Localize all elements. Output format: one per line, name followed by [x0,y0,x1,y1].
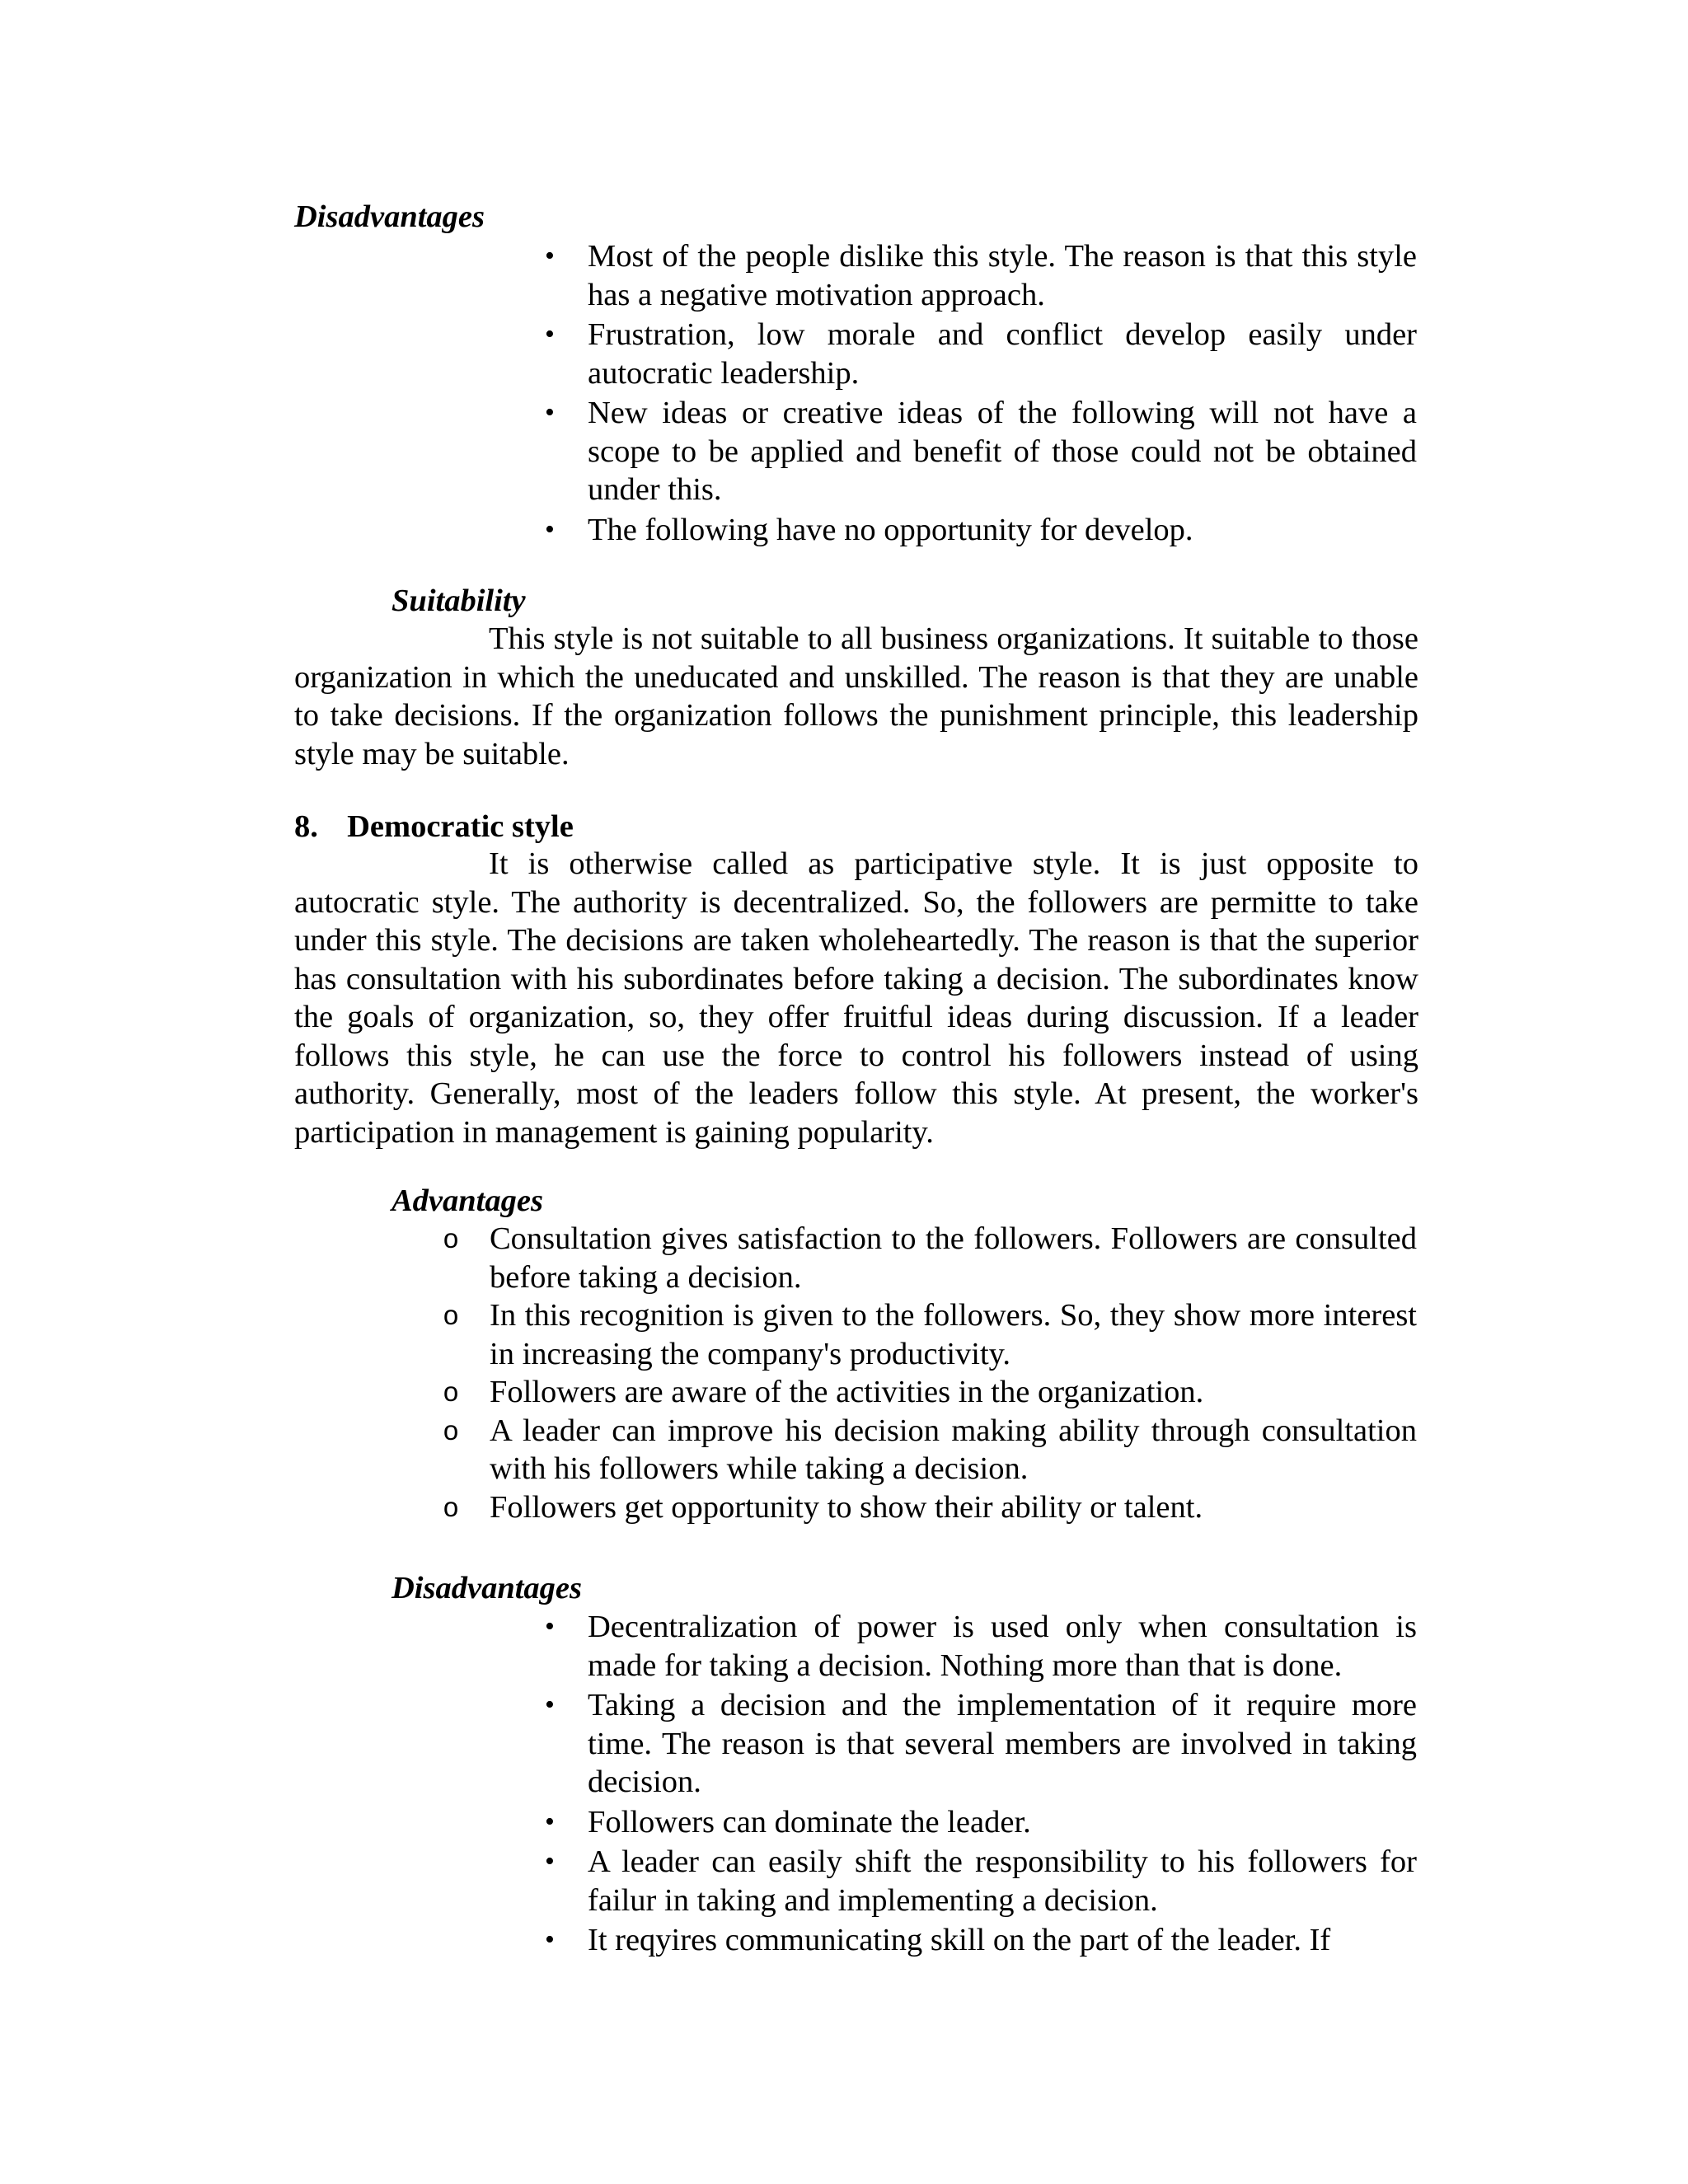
list-item: • It reqyires communicating skill on the part of the leader. If [588,1921,1417,1960]
bullet-circle-icon: o [443,1491,459,1522]
bullet-disc-icon: • [545,397,555,428]
bullet-disc-icon: • [545,1690,555,1720]
autocratic-disadvantages-heading: Disadvantages [294,199,485,234]
list-item: o Consultation gives satisfaction to the followers. Followers are consulted before taking a decision. [443,1221,1417,1295]
list-item: • The following have no opportunity for develop. [588,511,1417,550]
bullet-circle-icon: o [443,1376,459,1407]
bullet-disc-icon: • [545,1924,555,1955]
list-item: o In this recognition is given to the followers. So, they show more interest in increasing the company's productivity. [443,1298,1417,1371]
list-item: • Taking a decision and the implementation of it require more time. The reason is that several members are involved in taking decision. [588,1686,1417,1802]
bullet-circle-icon: o [443,1223,459,1254]
list-item: • New ideas or creative ideas of the following will not have a scope to be applied and benefit of those could not be obtained under this. [588,394,1417,509]
autocratic-disadvantages-list [545,237,1417,551]
bullet-disc-icon: • [545,513,555,545]
list-item: • A leader can easily shift the responsibility to his followers for failur in taking and implementing a decision. [588,1843,1417,1919]
democratic-disadvantages-list [545,1608,1417,1961]
list-item: • Followers can dominate the leader. [588,1803,1417,1842]
suitability-heading: Suitability [392,583,526,618]
section-heading [294,808,574,846]
list-item: o Followers get opportunity to show their ability or talent. [490,1488,1417,1527]
advantages-heading: Advantages [392,1183,543,1218]
section-number: 8. [294,809,318,844]
advantages-list [443,1220,1417,1526]
bullet-disc-icon: • [545,241,555,271]
bullet-disc-icon: • [545,1846,555,1877]
list-item: • Frustration, low morale and conflict develop easily under autocratic leadership. [588,316,1417,392]
bullet-disc-icon: • [545,1611,555,1642]
bullet-disc-icon: • [545,319,555,349]
democratic-intro-paragraph: It is otherwise called as participative style. It is just opposite to autocratic style. The authority is decentralized. So, the followers are permitte to take under this style. The decisions are taken wholeheartedly. The reason is that the superior has consultation with his subordinates before taking a decision. The subordinates know the goals of organization, so, they offer fruitful ideas during discussion. If a leader follows this style, he can use the force to control his followers instead of using authority. Generally, most of the leaders follow this style. At present, the worker's participation in management is gaining popularity. [294,846,1418,1150]
list-item: • Decentralization of power is used only when consultation is made for taking a decision. Nothing more than that is done. [588,1608,1417,1685]
list-item: • Most of the people dislike this style. The reason is that this style has a negative motivation approach. [588,237,1417,314]
democratic-disadvantages-heading: Disadvantages [392,1571,582,1605]
bullet-circle-icon: o [443,1300,459,1330]
suitability-paragraph: This style is not suitable to all business organizations. It suitable to those organization in which the uneducated and unskilled. The reason is that they are unable to take decisions. If the organization follows the punishment principle, this leadership style may be suitable. [294,621,1418,771]
list-item: o Followers are aware of the activities in the organization. [490,1373,1417,1412]
section-title: Democratic style [347,809,574,844]
bullet-disc-icon: • [545,1806,555,1837]
list-item: o A leader can improve his decision making ability through consultation with his followers while taking a decision. [443,1413,1417,1486]
bullet-circle-icon: o [443,1414,459,1446]
